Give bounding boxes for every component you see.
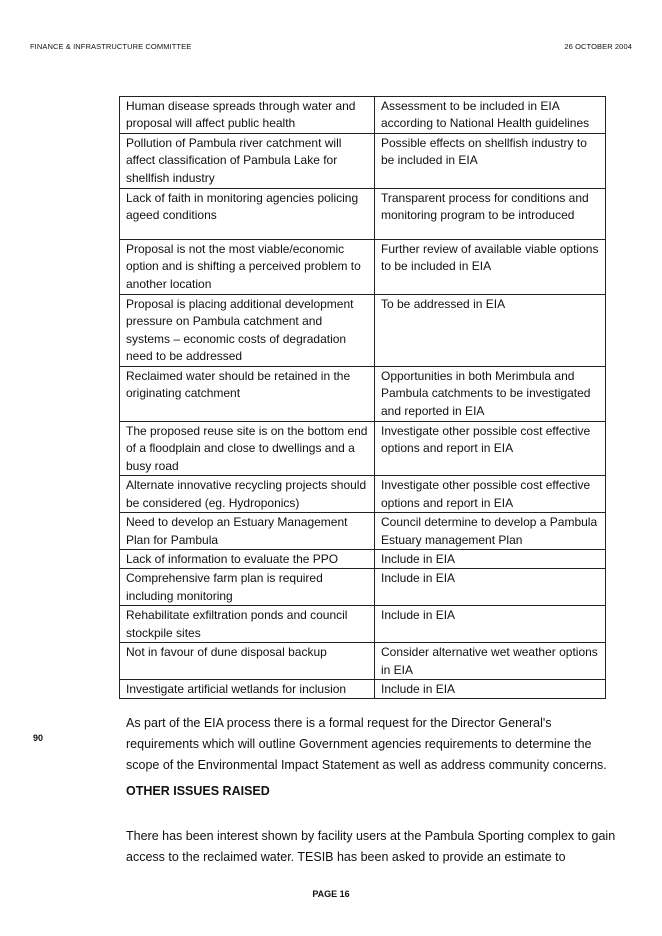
response-cell: Include in EIA: [375, 569, 606, 606]
table-row: [120, 422, 606, 476]
paragraph-other-issues: There has been interest shown by facility users at the Pambula Sporting complex to gain access to the reclaimed water. TESIB has been asked to provide an estimate to: [126, 829, 616, 864]
response-cell: Transparent process for conditions and monitoring program to be introduced: [375, 189, 606, 240]
response-cell: Possible effects on shellfish industry to be included in EIA: [375, 134, 606, 189]
response-cell: Council determine to develop a Pambula Estuary management Plan: [375, 513, 606, 550]
issue-cell: Comprehensive farm plan is required including monitoring: [120, 569, 375, 606]
issue-cell: Lack of information to evaluate the PPO: [120, 550, 375, 569]
paragraph-eia-process: As part of the EIA process there is a formal request for the Director General's requirements which will outline Government agencies requirements to determine the scope of the Environmental Impact Statement as well as address community concerns.: [126, 716, 607, 772]
issue-cell: Not in favour of dune disposal backup: [120, 643, 375, 680]
header-date: 26 OCTOBER 2004: [564, 42, 632, 51]
response-cell: To be addressed in EIA: [375, 295, 606, 367]
table-row: [120, 680, 606, 699]
table-row: [120, 569, 606, 606]
header-committee: FINANCE & INFRASTRUCTURE COMMITTEE: [30, 42, 192, 51]
issue-cell: Proposal is not the most viable/economic option and is shifting a perceived problem to another location: [120, 240, 375, 295]
issue-cell: Rehabilitate exfiltration ponds and council stockpile sites: [120, 606, 375, 643]
response-cell: Include in EIA: [375, 606, 606, 643]
table-row: [120, 367, 606, 422]
issue-cell: Reclaimed water should be retained in the originating catchment: [120, 367, 375, 422]
response-cell: Opportunities in both Merimbula and Pambula catchments to be investigated and reported in EIA: [375, 367, 606, 422]
table-row: [120, 97, 606, 134]
issues-table: [119, 96, 606, 699]
response-cell: Include in EIA: [375, 680, 606, 699]
issue-cell: Proposal is placing additional development pressure on Pambula catchment and systems – economic costs of degradation need to be addressed: [120, 295, 375, 367]
page-number: PAGE 16: [312, 889, 350, 899]
response-cell: Assessment to be included in EIA according to National Health guidelines: [375, 97, 606, 134]
table-row: [120, 550, 606, 569]
section-heading: OTHER ISSUES RAISED: [126, 784, 270, 798]
table-row: [120, 134, 606, 189]
response-cell: Include in EIA: [375, 550, 606, 569]
table-row: [120, 513, 606, 550]
issue-cell: The proposed reuse site is on the bottom end of a floodplain and close to dwellings and a busy road: [120, 422, 375, 476]
issue-cell: Human disease spreads through water and proposal will affect public health: [120, 97, 375, 134]
margin-item-number: 90: [33, 733, 44, 743]
issue-cell: Investigate artificial wetlands for inclusion: [120, 680, 375, 699]
response-cell: Investigate other possible cost effective options and report in EIA: [375, 476, 606, 513]
issue-cell: Alternate innovative recycling projects should be considered (eg. Hydroponics): [120, 476, 375, 513]
table-row: [120, 606, 606, 643]
table-row: [120, 476, 606, 513]
response-cell: Consider alternative wet weather options in EIA: [375, 643, 606, 680]
table-row: [120, 240, 606, 295]
issue-cell: Pollution of Pambula river catchment will affect classification of Pambula Lake for shellfish industry: [120, 134, 375, 189]
issue-cell: Lack of faith in monitoring agencies policing ageed conditions: [120, 189, 375, 240]
issue-cell: Need to develop an Estuary Management Plan for Pambula: [120, 513, 375, 550]
table-row: [120, 189, 606, 240]
table-row: [120, 295, 606, 367]
response-cell: Investigate other possible cost effective options and report in EIA: [375, 422, 606, 476]
table-row: [120, 643, 606, 680]
response-cell: Further review of available viable options to be included in EIA: [375, 240, 606, 295]
